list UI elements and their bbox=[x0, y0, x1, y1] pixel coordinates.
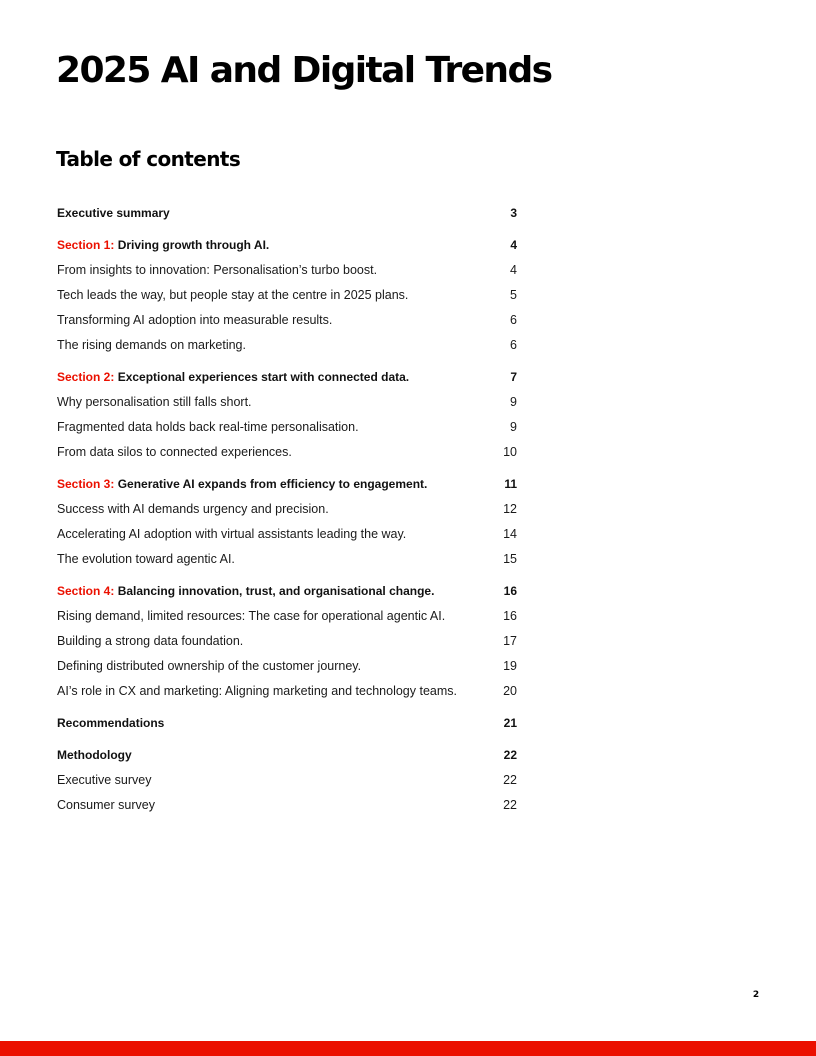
toc-entry-title: Generative AI expands from efficiency to engagement. bbox=[117, 476, 428, 491]
toc-entry-title: Why personalisation still falls short. bbox=[57, 394, 252, 409]
toc-page-number: 16 bbox=[503, 608, 517, 623]
toc-entry-label bbox=[57, 748, 132, 762]
toc-page-number: 22 bbox=[503, 747, 517, 762]
toc-entry[interactable] bbox=[57, 332, 517, 357]
table-of-contents bbox=[57, 200, 517, 817]
toc-entry-label bbox=[57, 773, 151, 787]
toc-entry-title: Success with AI demands urgency and precision. bbox=[57, 501, 329, 516]
toc-entry-title: From data silos to connected experiences. bbox=[57, 444, 292, 459]
toc-page-number: 11 bbox=[504, 476, 517, 491]
toc-entry-label bbox=[57, 445, 292, 459]
toc-entry-label bbox=[57, 502, 329, 516]
toc-entry-title: Fragmented data holds back real-time personalisation. bbox=[57, 419, 359, 434]
toc-entry[interactable] bbox=[57, 496, 517, 521]
toc-entry-label bbox=[57, 659, 361, 673]
toc-entry-title: Consumer survey bbox=[57, 797, 155, 812]
toc-entry-label bbox=[57, 609, 445, 623]
toc-entry-title: Rising demand, limited resources: The case for operational agentic AI. bbox=[57, 608, 446, 623]
toc-page-number: 15 bbox=[503, 551, 517, 566]
toc-entry[interactable] bbox=[57, 678, 517, 703]
toc-page-number: 6 bbox=[510, 312, 517, 327]
toc-entry-title: Recommendations bbox=[57, 715, 165, 730]
toc-entry[interactable] bbox=[57, 521, 517, 546]
toc-entry-label bbox=[57, 313, 332, 327]
toc-page-number: 14 bbox=[503, 526, 517, 541]
toc-page-number: 19 bbox=[503, 658, 517, 673]
section-number-label: Section 4: bbox=[57, 583, 115, 598]
toc-entry-label bbox=[57, 477, 427, 491]
toc-page-number: 6 bbox=[510, 337, 517, 352]
toc-page-number: 7 bbox=[510, 369, 517, 384]
toc-entry-title: Transforming AI adoption into measurable results. bbox=[57, 312, 333, 327]
toc-entry-label bbox=[57, 206, 170, 220]
toc-entry[interactable] bbox=[57, 389, 517, 414]
toc-entry-title: Exceptional experiences start with connected data. bbox=[117, 369, 410, 384]
toc-entry[interactable] bbox=[57, 767, 517, 792]
toc-entry-label bbox=[57, 288, 408, 302]
toc-page-number: 9 bbox=[510, 394, 517, 409]
toc-page-number: 4 bbox=[510, 262, 517, 277]
toc-heading: Table of contents bbox=[56, 147, 241, 171]
toc-section-entry[interactable] bbox=[57, 232, 517, 257]
toc-entry-title: Building a strong data foundation. bbox=[57, 633, 244, 648]
toc-entry-title: From insights to innovation: Personalisation’s turbo boost. bbox=[57, 262, 378, 277]
toc-section-entry[interactable] bbox=[57, 200, 517, 225]
toc-section-entry[interactable] bbox=[57, 364, 517, 389]
toc-entry-label bbox=[57, 395, 252, 409]
toc-page-number: 16 bbox=[503, 583, 517, 598]
toc-page-number: 3 bbox=[510, 205, 517, 220]
toc-entry[interactable] bbox=[57, 414, 517, 439]
toc-section-entry[interactable] bbox=[57, 710, 517, 735]
toc-page-number: 12 bbox=[503, 501, 517, 516]
toc-entry-label bbox=[57, 238, 269, 252]
toc-entry-label bbox=[57, 584, 434, 598]
toc-page-number: 20 bbox=[503, 683, 517, 698]
toc-page-number: 5 bbox=[510, 287, 517, 302]
toc-entry-title: Tech leads the way, but people stay at the centre in 2025 plans. bbox=[57, 287, 409, 302]
toc-entry-title: Executive summary bbox=[57, 205, 170, 220]
toc-page-number: 4 bbox=[510, 237, 517, 252]
toc-entry-label bbox=[57, 798, 155, 812]
toc-entry-label bbox=[57, 338, 246, 352]
toc-entry-label bbox=[57, 263, 377, 277]
toc-entry-title: AI’s role in CX and marketing: Aligning marketing and technology teams. bbox=[57, 683, 457, 698]
toc-section-entry[interactable] bbox=[57, 578, 517, 603]
toc-entry-title: Methodology bbox=[57, 747, 132, 762]
document-title: 2025 AI and Digital Trends bbox=[56, 50, 552, 91]
toc-entry-title: The rising demands on marketing. bbox=[57, 337, 246, 352]
toc-entry[interactable] bbox=[57, 257, 517, 282]
toc-entry-title: The evolution toward agentic AI. bbox=[57, 551, 235, 566]
toc-page-number: 21 bbox=[503, 715, 517, 730]
toc-entry[interactable] bbox=[57, 282, 517, 307]
toc-entry-label bbox=[57, 684, 457, 698]
section-number-label: Section 2: bbox=[57, 369, 115, 384]
toc-entry[interactable] bbox=[57, 628, 517, 653]
page-number: 2 bbox=[752, 990, 760, 1000]
toc-entry[interactable] bbox=[57, 603, 517, 628]
toc-entry-label bbox=[57, 420, 359, 434]
toc-page-number: 17 bbox=[503, 633, 517, 648]
toc-entry-label bbox=[57, 716, 164, 730]
toc-entry-title: Defining distributed ownership of the customer journey. bbox=[57, 658, 362, 673]
toc-page-number: 10 bbox=[503, 444, 517, 459]
toc-entry-label bbox=[57, 552, 235, 566]
toc-page-number: 22 bbox=[503, 772, 517, 787]
toc-entry-title: Driving growth through AI. bbox=[117, 237, 270, 252]
toc-entry-title: Accelerating AI adoption with virtual assistants leading the way. bbox=[57, 526, 407, 541]
toc-section-entry[interactable] bbox=[57, 742, 517, 767]
toc-entry-label bbox=[57, 634, 243, 648]
toc-entry[interactable] bbox=[57, 439, 517, 464]
toc-entry[interactable] bbox=[57, 653, 517, 678]
toc-entry[interactable] bbox=[57, 546, 517, 571]
toc-section-entry[interactable] bbox=[57, 471, 517, 496]
toc-page-number: 22 bbox=[503, 797, 517, 812]
section-number-label: Section 3: bbox=[57, 476, 115, 491]
toc-entry-title: Executive survey bbox=[57, 772, 152, 787]
toc-entry-label bbox=[57, 370, 409, 384]
toc-entry[interactable] bbox=[57, 307, 517, 332]
toc-entry-title: Balancing innovation, trust, and organisational change. bbox=[117, 583, 435, 598]
section-number-label: Section 1: bbox=[57, 237, 115, 252]
toc-entry[interactable] bbox=[57, 792, 517, 817]
footer-accent-bar bbox=[0, 1041, 816, 1056]
toc-page-number: 9 bbox=[510, 419, 517, 434]
toc-entry-label bbox=[57, 527, 406, 541]
